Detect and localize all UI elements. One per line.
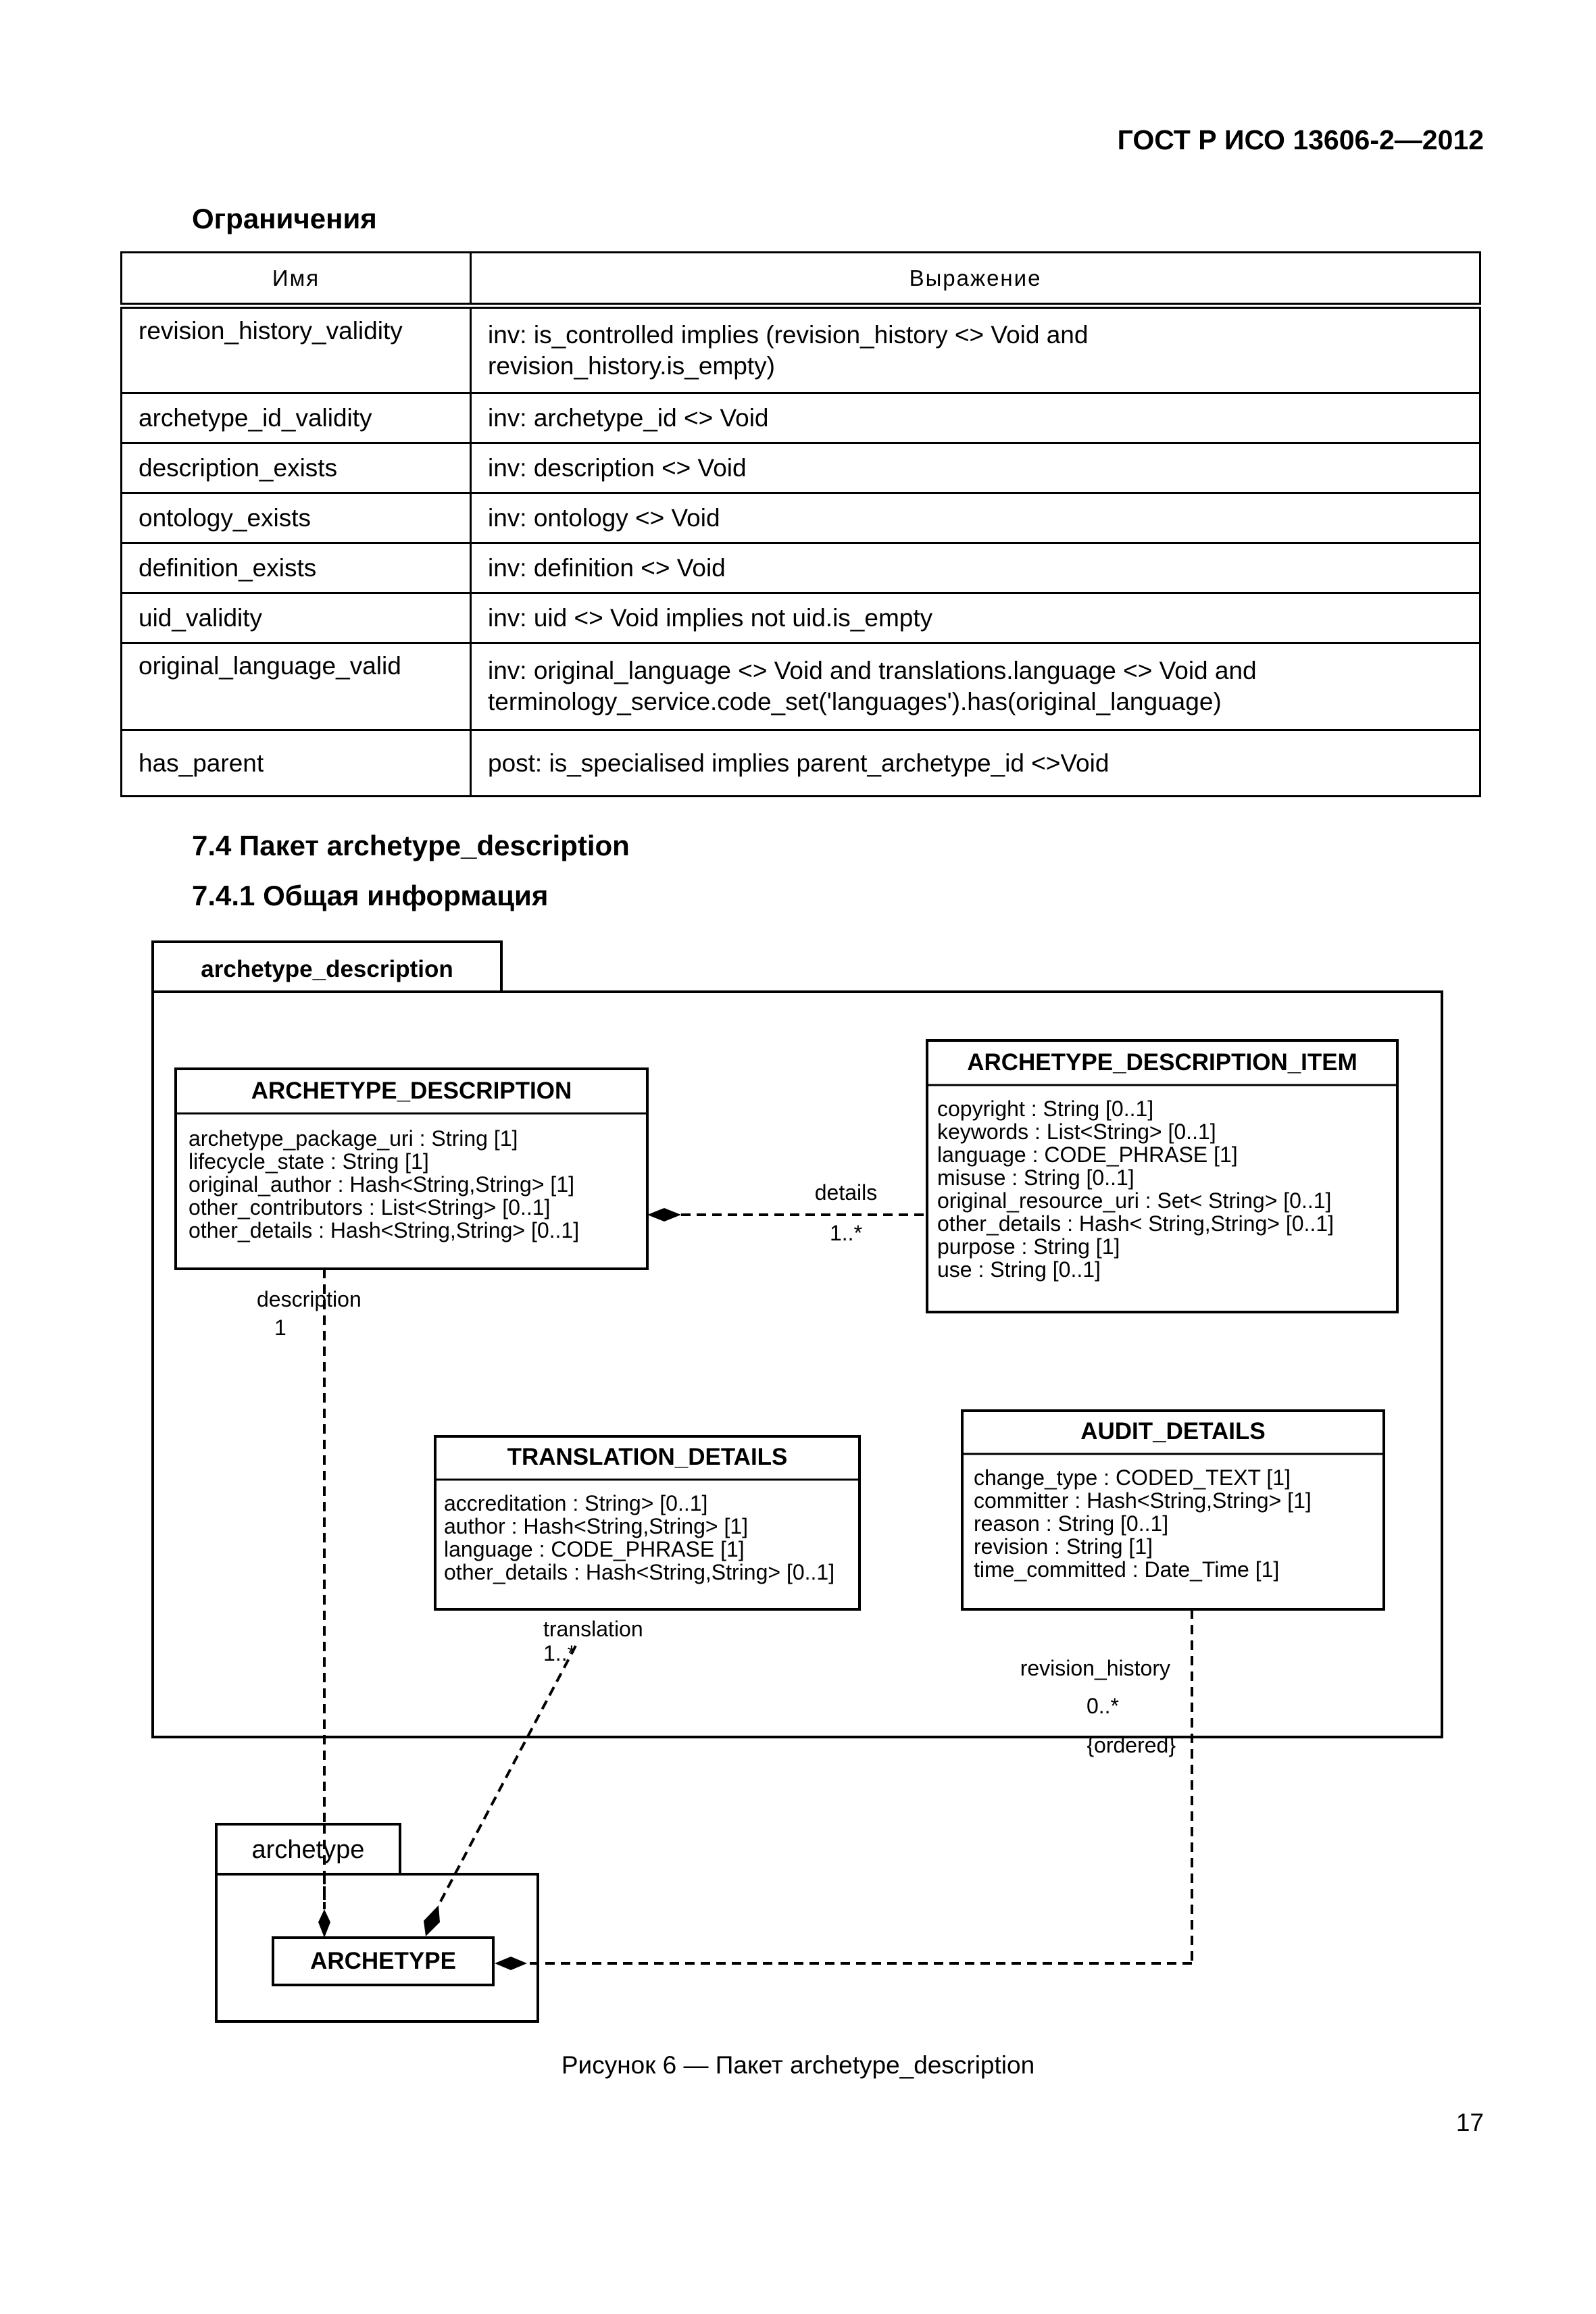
expression-line: inv: uid <> Void implies not uid.is_empty: [488, 603, 933, 632]
subsection-title: 7.4.1 Общая информация: [192, 880, 549, 911]
composition-diamond: [495, 1957, 527, 1970]
attribute: accreditation : String> [0..1]: [444, 1491, 708, 1515]
attribute: revision : String [1]: [974, 1534, 1153, 1559]
attribute: use : String [0..1]: [937, 1257, 1101, 1282]
document-code: ГОСТ Р ИСО 13606-2—2012: [1117, 124, 1484, 155]
expression-line: inv: ontology <> Void: [488, 503, 720, 532]
attribute: time_committed : Date_Time [1]: [974, 1557, 1280, 1582]
expression-line: terminology_service.code_set('languages').has(original_language): [488, 688, 1222, 715]
section-title: 7.4 Пакет archetype_description: [192, 830, 630, 861]
attribute: author : Hash<String,String> [1]: [444, 1514, 749, 1538]
constraint-name: uid_validity: [122, 593, 471, 643]
constraint-name: description_exists: [122, 443, 471, 493]
attribute-list: [189, 1126, 580, 1242]
attribute: change_type : CODED_TEXT [1]: [974, 1465, 1291, 1490]
composition-diamond: [318, 1909, 330, 1938]
constraint-name: has_parent: [122, 730, 471, 797]
attribute: purpose : String [1]: [937, 1234, 1120, 1259]
multiplicity-label: 1..*: [829, 1221, 863, 1245]
attribute: original_author : Hash<String,String> [1]: [189, 1172, 574, 1197]
constraint-name: definition_exists: [122, 543, 471, 593]
association-translation: [424, 1617, 643, 1936]
attribute: other_contributors : List<String> [0..1]: [189, 1195, 551, 1219]
role-label: details: [814, 1180, 878, 1205]
class-name: ARCHETYPE: [310, 1948, 456, 1974]
constraint-name: archetype_id_validity: [122, 393, 471, 443]
composition-diamond: [647, 1208, 681, 1222]
attribute: language : CODE_PHRASE [1]: [444, 1537, 745, 1561]
figure-caption: Рисунок 6 — Пакет archetype_description: [561, 2051, 1035, 2079]
class-archetype-description: [176, 1069, 647, 1269]
attribute: archetype_package_uri : String [1]: [189, 1126, 518, 1151]
attribute-list: [937, 1097, 1340, 1282]
expression-line: inv: is_controlled implies (revision_history <> Void and: [488, 320, 1089, 349]
class-name: ARCHETYPE_DESCRIPTION_ITEM: [967, 1049, 1357, 1076]
attribute: language : CODE_PHRASE [1]: [937, 1142, 1238, 1167]
multiplicity-label: 1: [274, 1315, 286, 1340]
class-name: ARCHETYPE_DESCRIPTION: [251, 1078, 572, 1104]
role-label: description: [257, 1287, 361, 1311]
constraint-name: revision_history_validity: [122, 306, 471, 393]
role-label: revision_history: [1020, 1656, 1170, 1680]
attribute: other_details : Hash<String,String> [0..1]: [189, 1218, 580, 1242]
column-header-expression: Выражение: [471, 253, 1480, 306]
attribute-list: [444, 1491, 834, 1584]
class-archetype-description-item: [927, 1040, 1397, 1312]
association-revision-history: [495, 1609, 1192, 1970]
composition-diamond: [424, 1905, 440, 1936]
attribute: original_resource_uri : Set< String> [0..1]: [937, 1188, 1332, 1213]
constraint-name: ontology_exists: [122, 493, 471, 543]
package-label: archetype: [251, 1836, 365, 1864]
expression-line: inv: definition <> Void: [488, 553, 726, 582]
attribute: lifecycle_state : String [1]: [189, 1149, 429, 1174]
expression-line: post: is_specialised implies parent_archetype_id <>Void: [488, 749, 1109, 777]
page-number: 17: [1455, 2109, 1484, 2136]
attribute: keywords : List<String> [0..1]: [937, 1120, 1216, 1144]
attribute: committer : Hash<String,String> [1]: [974, 1488, 1312, 1513]
attribute-list: [974, 1465, 1318, 1582]
attribute: other_details : Hash< String,String> [0..1]: [937, 1211, 1334, 1236]
attribute: copyright : String [0..1]: [937, 1097, 1154, 1121]
package-label: archetype_description: [201, 956, 453, 982]
column-header-name: Имя: [122, 253, 471, 306]
constraint-label: {ordered}: [1087, 1733, 1176, 1757]
attribute: misuse : String [0..1]: [937, 1165, 1134, 1190]
attribute: reason : String [0..1]: [974, 1511, 1169, 1536]
expression-line: inv: archetype_id <> Void: [488, 403, 769, 432]
role-label: translation: [543, 1617, 643, 1641]
multiplicity-label: 0..*: [1086, 1694, 1119, 1718]
class-name: TRANSLATION_DETAILS: [507, 1444, 788, 1470]
expression-line: inv: original_language <> Void and translations.language <> Void and: [488, 657, 1257, 684]
class-translation-details: [435, 1436, 859, 1609]
attribute: other_details : Hash<String,String> [0..1]: [444, 1560, 835, 1584]
expression-line: revision_history.is_empty): [488, 351, 775, 380]
constraint-name: original_language_valid: [122, 643, 471, 730]
class-name: AUDIT_DETAILS: [1080, 1418, 1266, 1444]
class-audit-details: [962, 1411, 1384, 1609]
constraints-heading: Ограничения: [192, 203, 377, 234]
multiplicity-label: 1..*: [543, 1641, 576, 1665]
association-details: [647, 1180, 927, 1245]
expression-line: inv: description <> Void: [488, 453, 747, 482]
package-archetype: [216, 1824, 538, 2021]
